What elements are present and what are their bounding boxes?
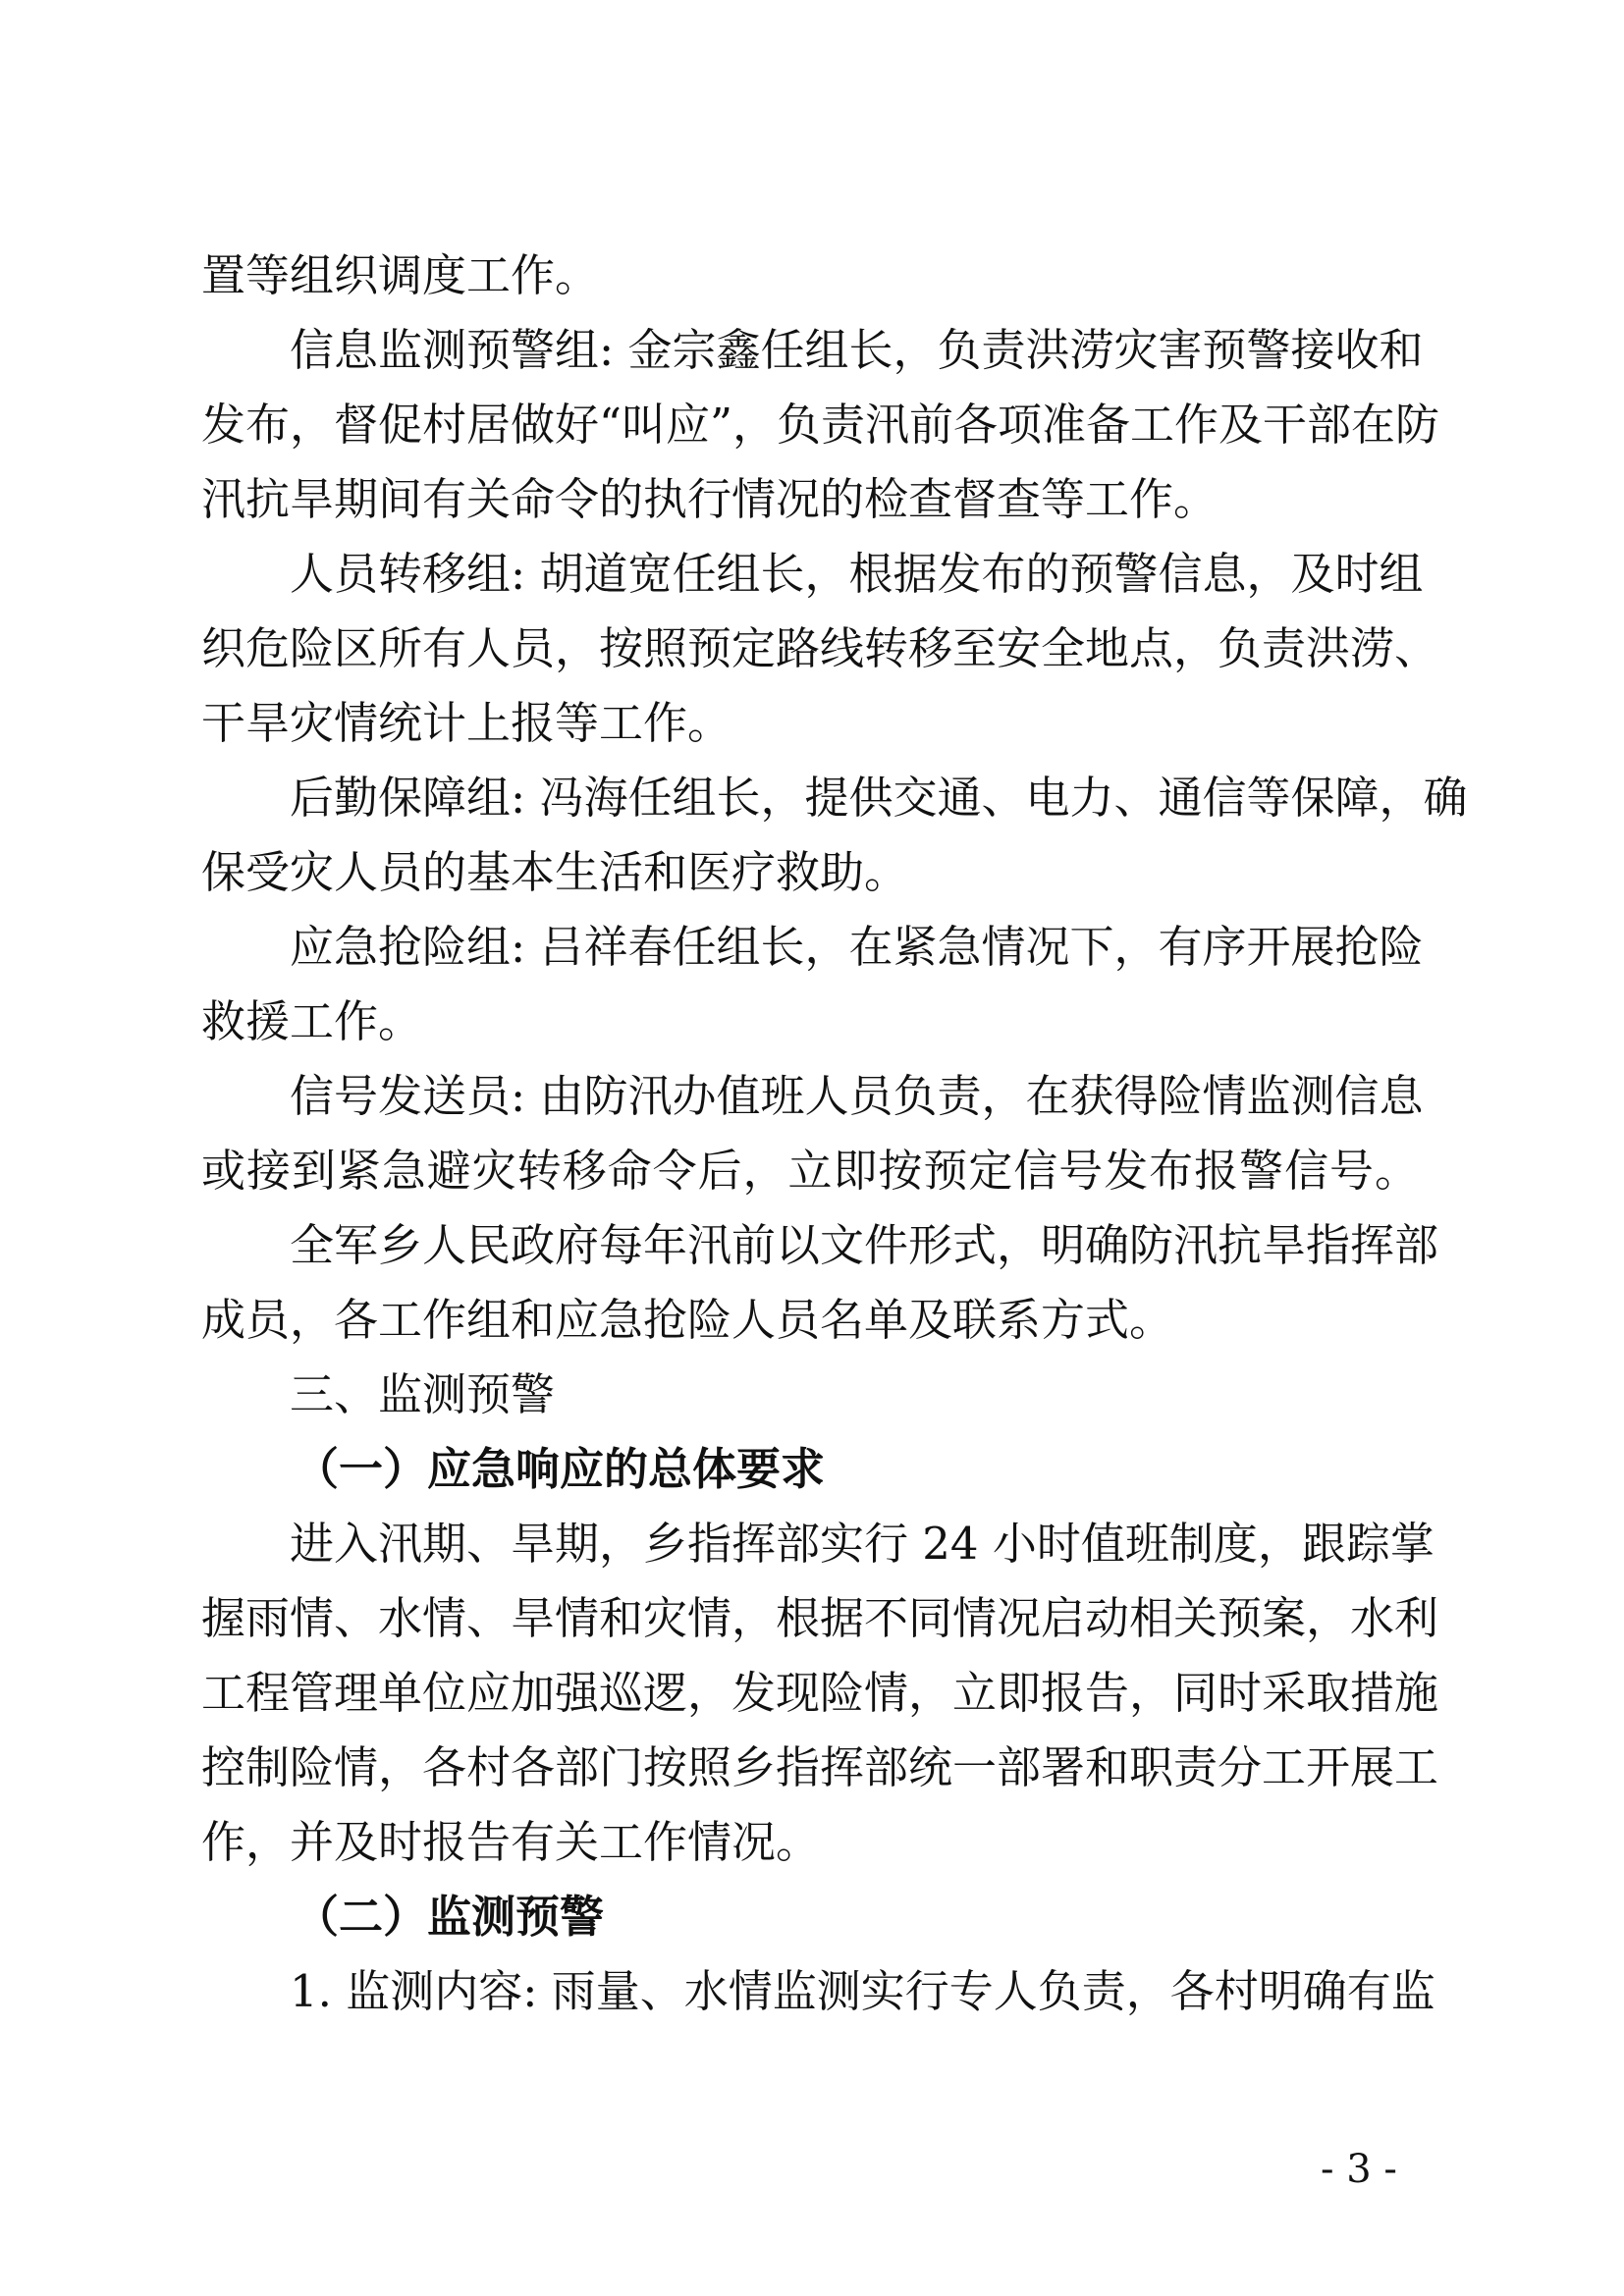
paragraph-line: 信息监测预警组: 金宗鑫任组长，负责洪涝灾害预警接收和 [290, 324, 1424, 376]
paragraph-line: 织危险区所有人员，按照预定路线转移至安全地点，负责洪涝、 [201, 622, 1439, 674]
page-number: - 3 - [1321, 2147, 1397, 2192]
paragraph-line: 成员，各工作组和应急抢险人员名单及联系方式。 [201, 1294, 1174, 1346]
paragraph-line: 握雨情、水情、旱情和灾情，根据不同情况启动相关预案，水利 [201, 1592, 1439, 1644]
paragraph-line: 后勤保障组: 冯海任组长，提供交通、电力、通信等保障，确 [290, 772, 1468, 824]
paragraph-line: 应急抢险组: 吕祥春任组长，在紧急情况下，有序开展抢险 [290, 921, 1424, 973]
paragraph-line: 进入汛期、旱期，乡指挥部实行 24 小时值班制度，跟踪掌 [290, 1518, 1435, 1570]
paragraph-line: 救援工作。 [201, 995, 423, 1047]
paragraph-line: 或接到紧急避灾转移命令后，立即按预定信号发布报警信号。 [201, 1145, 1419, 1197]
paragraph-line: 置等组织调度工作。 [201, 249, 600, 301]
paragraph-line: 发布，督促村居做好“叫应”，负责汛前各项准备工作及干部在防 [201, 399, 1440, 451]
paragraph-line: 汛抗旱期间有关命令的执行情况的检查督查等工作。 [201, 473, 1218, 525]
paragraph-line: 人员转移组: 胡道宽任组长，根据发布的预警信息，及时组 [290, 548, 1424, 600]
subsection-heading: （一）应急响应的总体要求 [295, 1443, 826, 1495]
section-heading: 三、监测预警 [290, 1368, 556, 1420]
paragraph-line: 作，并及时报告有关工作情况。 [201, 1816, 821, 1868]
paragraph-line: 干旱灾情统计上报等工作。 [201, 697, 732, 749]
paragraph-line: 信号发送员: 由防汛办值班人员负责，在获得险情监测信息 [290, 1070, 1424, 1122]
paragraph-line: 全军乡人民政府每年汛前以文件形式，明确防汛抗旱指挥部 [290, 1219, 1439, 1271]
subsection-heading: （二）监测预警 [295, 1891, 605, 1943]
paragraph-line: 保受灾人员的基本生活和医疗救助。 [201, 846, 909, 898]
paragraph-line: 工程管理单位应加强巡逻，发现险情，立即报告，同时采取措施 [201, 1667, 1439, 1719]
paragraph-line: 1. 监测内容: 雨量、水情监测实行专人负责，各村明确有监 [290, 1965, 1435, 2017]
paragraph-line: 控制险情，各村各部门按照乡指挥部统一部署和职责分工开展工 [201, 1741, 1439, 1793]
